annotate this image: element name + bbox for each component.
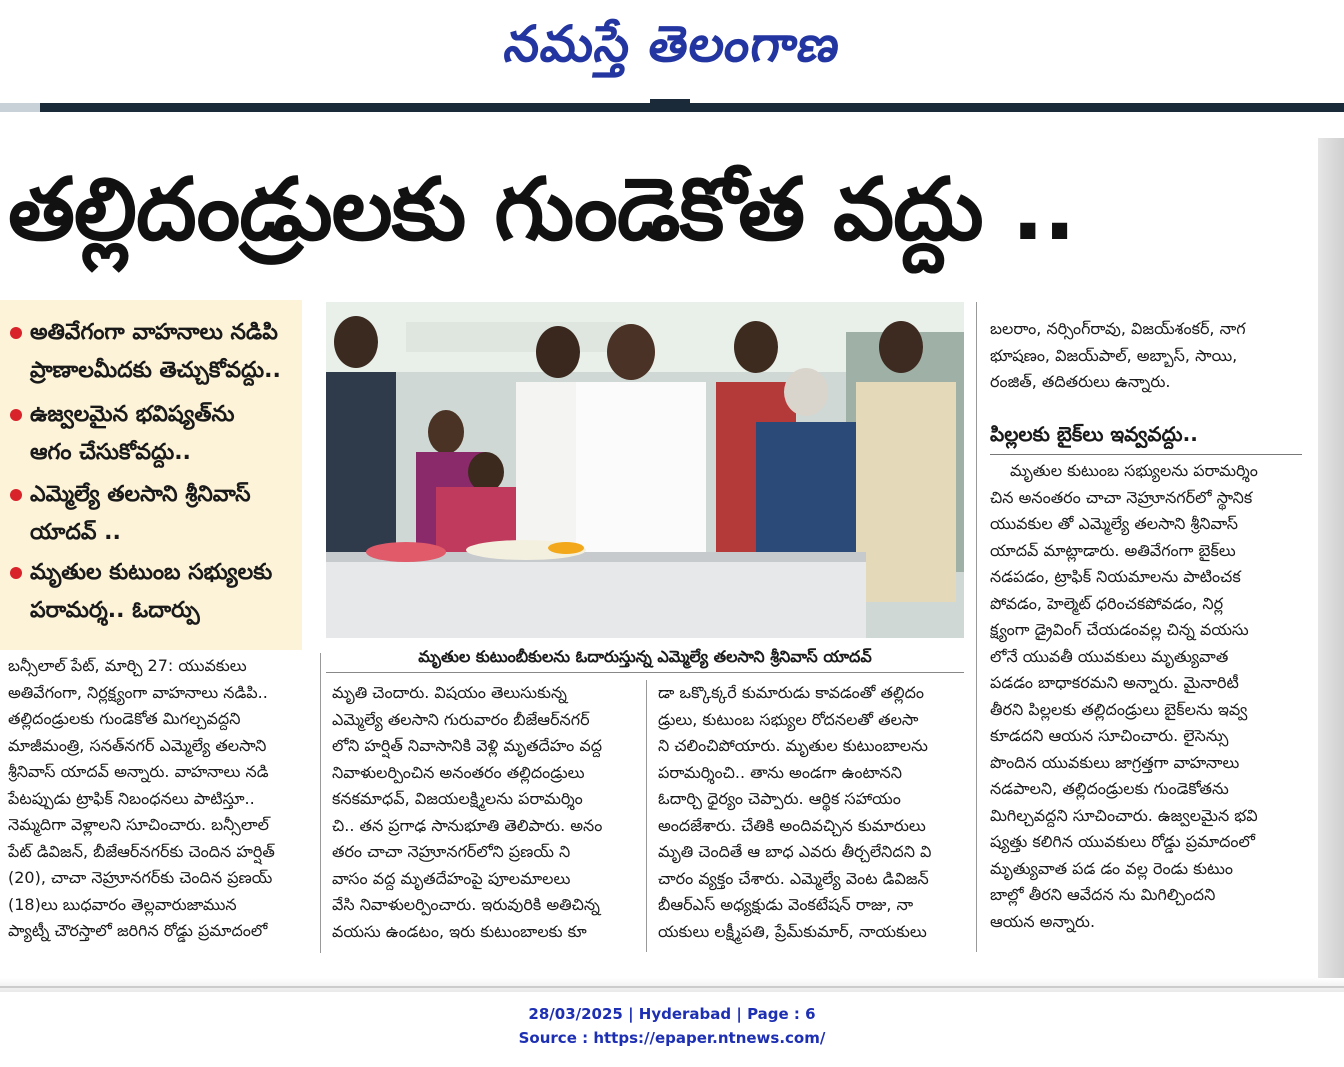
article-column-1: బన్సీలాల్ పేట్, మార్చి 27: యువకులు అతివేగంగా, నిర్లక్ష్యంగా వాహనాలు నడిపి.. తల్లిదండ్రులకు గుండెకోత మిగల్చవద్దని మాజీమంత్రి, సనత్‌నగర్ ఎమ్మెల్యే తలసాని శ్రీనివాస్ యాదవ్ అన్నారు. వాహనాలు నడి పేటప్పుడు ట్రాఫిక్ నిబంధనలు పాటిస్తూ.. నెమ్మదిగా వెళ్లాలని సూచించారు. బన్సీలాల్ పేట్ డివిజన్, బీజేఆర్‌నగర్‌కు చెందిన హర్షిత్ (20), చాచా నెహ్రూనగర్‌కు చెందిన ప్రణయ్ (18)లు బుధవారం తెల్లవారుజామున ప్యాట్నీ చౌరస్తాలో జరిగిన రోడ్డు ప్రమాదంలో	[8, 656, 275, 940]
photo-caption: మృతుల కుటుంబీకులను ఓదారుస్తున్న ఎమ్మెల్యే తలసాని శ్రీనివాస్ యాదవ్	[326, 642, 964, 673]
footer-dateline: 28/03/2025 | Hyderabad | Page : 6	[528, 1005, 816, 1023]
article-headline: తల్లిదండ్రులకు గుండెకోత వద్దు ..	[8, 160, 1075, 260]
page-bottom-edge	[0, 978, 1344, 992]
footer-rule	[0, 986, 1344, 988]
article-page	[0, 128, 1344, 990]
newspaper-logo: నమస్తే తెలంగాణ	[501, 14, 845, 73]
bullet-icon	[10, 567, 22, 579]
column-divider	[976, 302, 977, 952]
masthead-rule	[0, 103, 1344, 112]
article-column-2: మృతి చెందారు. విషయం తెలుసుకున్న ఎమ్మెల్యే తలసాని గురువారం బీజేఆర్‌నగర్ లోని హర్షిత్ నివాసానికి వెళ్లి మృతదేహం వద్ద నివాళులర్పించిన అనంతరం తల్లిదండ్రులు కనకమాధవ్, విజయలక్ష్మిలను పరామర్శిం చి.. తన ప్రగాఢ సానుభూతి తెలిపారు. అనం తరం చాచా నెహ్రూనగర్‌లోని ప్రణయ్ ని వాసం వద్ద మృతదేహంపై పూలమాలలు వేసి నివాళులర్పించారు. ఇరువురికి అతిచిన్న వయసు ఉండటం, ఇరు కుటుంబాలకు కూ	[332, 683, 603, 941]
bullet-icon	[10, 489, 22, 501]
sub-headline: పిల్లలకు బైక్‌లు ఇవ్వవద్దు..	[990, 422, 1198, 446]
article-column-4-top: బలరాం, నర్సింగ్‌రావు, విజయ్‌శంకర్, నాగ భూషణం, విజయ్‌పాల్, అబ్బాస్, సాయి, రంజిత్, తదితరులు ఉన్నారు.	[990, 319, 1246, 391]
footer-source-link[interactable]: Source : https://epaper.ntnews.com/	[518, 1029, 826, 1047]
bullet-icon	[10, 409, 22, 421]
sub-headline-rule	[990, 454, 1302, 455]
column-divider	[646, 680, 647, 952]
highlight-item: మృతుల కుటుంబ సభ్యులకు పరామర్శ.. ఓదార్పు	[10, 554, 298, 630]
highlight-item: అతివేగంగా వాహనాలు నడిపి ప్రాణాలమీదకు తెచ్చుకోవద్దు..	[10, 314, 298, 390]
masthead	[0, 0, 1344, 100]
article-column-4: మృతుల కుటుంబ సభ్యులను పరామర్శిం చిన అనంతరం చాచా నెహ్రూనగర్‌లో స్థానిక యువకుల తో ఎమ్మెల్యే తలసాని శ్రీనివాస్ యాదవ్ మాట్లాడారు. అతివేగంగా బైక్‌లు నడపడం, ట్రాఫిక్ నియమాలను పాటించక పోవడం, హెల్మెట్ ధరించకపోవడం, నిర్ల క్ష్యంగా డ్రైవింగ్ చేయడంవల్ల చిన్న వయసు లోనే యువతీ యువకులు మృత్యువాత పడడం బాధాకరమని అన్నారు. మైనారిటీ తీరని పిల్లలకు తల్లిదండ్రులు బైక్‌లను ఇవ్వ కూడదని ఆయన సూచించారు. లైసెన్సు పొందిన యువకులు జాగ్రత్తగా వాహనాలు నడపాలని, తల్లిదండ్రులకు గుండెకోతను మిగిల్చవద్దని సూచించారు. ఉజ్వలమైన భవి ష్యత్తు కలిగిన యువకులు రోడ్డు ప్రమాదంలో మృత్యువాత పడ డం వల్ల రెండు కుటుం బాల్లో తీరని ఆవేదన ను మిగిల్చిందని ఆయన అన్నారు.	[990, 461, 1258, 931]
news-photo	[326, 302, 964, 638]
bullet-icon	[10, 327, 22, 339]
article-column-3: డా ఒక్కొక్కరే కుమారుడు కావడంతో తల్లిదం డ్రులు, కుటుంబ సభ్యుల రోదనలతో తలసా ని చలించిపోయారు. మృతుల కుటుంబాలను పరామర్శించి.. తాను అండగా ఉంటానని ఓదార్చి ధైర్యం చెప్పారు. ఆర్థిక సహాయం అందజేశారు. చేతికి అందివచ్చిన కుమారులు మృతి చెందితే ఆ బాధ ఎవరు తీర్చలేనిదని వి చారం వ్యక్తం చేశారు. ఎమ్మెల్యే వెంట డివిజన్ బీఆర్‌ఎస్ అధ్యక్షుడు వెంకటేషన్ రాజు, నా యకులు లక్ష్మీపతి, ప్రేమ్‌కుమార్, నాయకులు	[658, 683, 932, 941]
column-divider	[320, 653, 321, 953]
highlight-item: ఎమ్మెల్యే తలసాని శ్రీనివాస్ యాదవ్ ..	[10, 476, 298, 552]
page-edge	[1318, 138, 1344, 988]
highlights-box	[0, 300, 302, 650]
highlight-item: ఉజ్వలమైన భవిష్యత్‌ను ఆగం చేసుకోవద్దు..	[10, 396, 298, 472]
